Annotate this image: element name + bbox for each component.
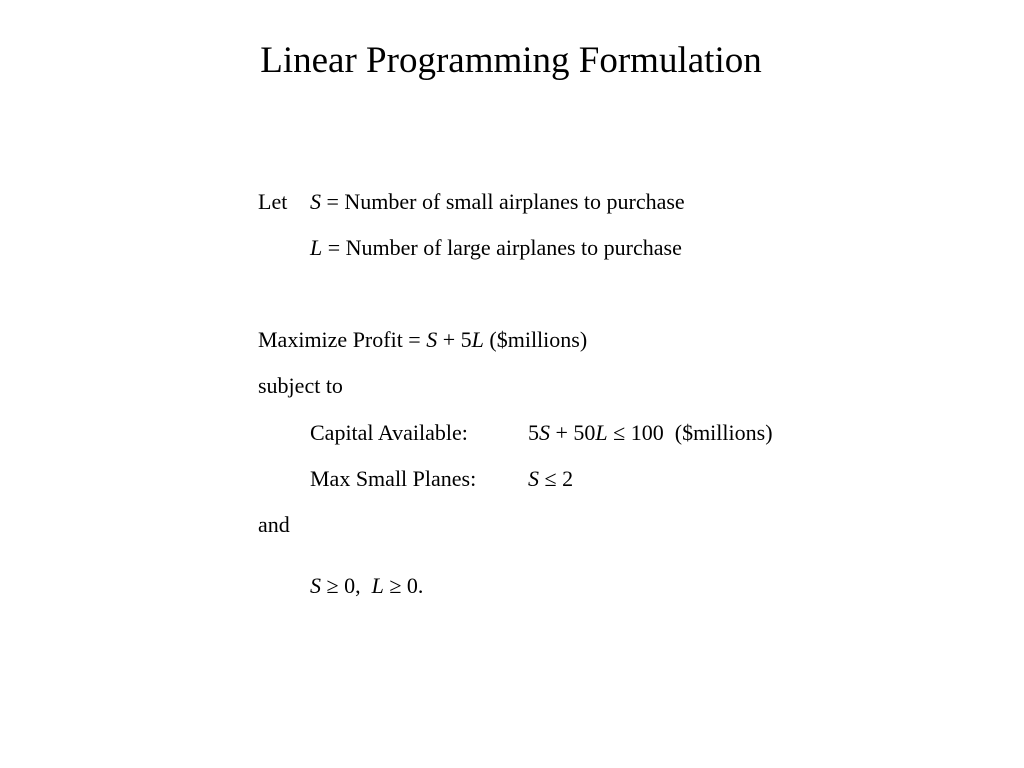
constraint-capital-rhs: ≤ 100 ($millions)	[607, 420, 773, 445]
slide-title: Linear Programming Formulation	[260, 40, 762, 81]
nonneg-var-l: L	[371, 573, 384, 598]
objective-plus: + 5	[437, 327, 472, 352]
constraint-capital-coef-s: 5	[528, 420, 539, 445]
nonneg-l-relation: ≥ 0.	[383, 573, 424, 598]
constraint-small-expression	[528, 465, 573, 493]
nonneg-var-s: S	[310, 573, 321, 598]
objective-function	[258, 326, 587, 354]
constraint-capital-plus: + 50	[550, 420, 596, 445]
objective-var-l: L	[471, 327, 484, 352]
definition-large-planes	[310, 234, 682, 262]
objective-prefix: Maximize Profit =	[258, 327, 427, 352]
definition-large-text: = Number of large airplanes to purchase	[322, 235, 682, 260]
nonneg-s-relation: ≥ 0,	[321, 573, 372, 598]
definition-small-text: = Number of small airplanes to purchase	[321, 189, 685, 214]
variable-s: S	[310, 189, 321, 214]
constraint-capital-label: Capital Available:	[310, 420, 468, 445]
constraint-capital-expression	[528, 419, 773, 447]
constraint-small-rhs: ≤ 2	[539, 466, 574, 491]
subject-to-label: subject to	[258, 373, 343, 398]
constraint-capital-var-s: S	[539, 420, 550, 445]
definition-small-planes	[310, 188, 685, 216]
constraint-small-label: Max Small Planes:	[310, 466, 477, 491]
constraint-small-var-s: S	[528, 466, 539, 491]
constraint-capital-var-l: L	[595, 420, 608, 445]
objective-var-s: S	[426, 327, 438, 352]
and-label: and	[258, 512, 290, 537]
variable-l: L	[310, 235, 323, 260]
let-label: Let	[258, 189, 288, 214]
nonnegativity-constraints	[310, 572, 423, 600]
objective-suffix: ($millions)	[483, 327, 588, 352]
